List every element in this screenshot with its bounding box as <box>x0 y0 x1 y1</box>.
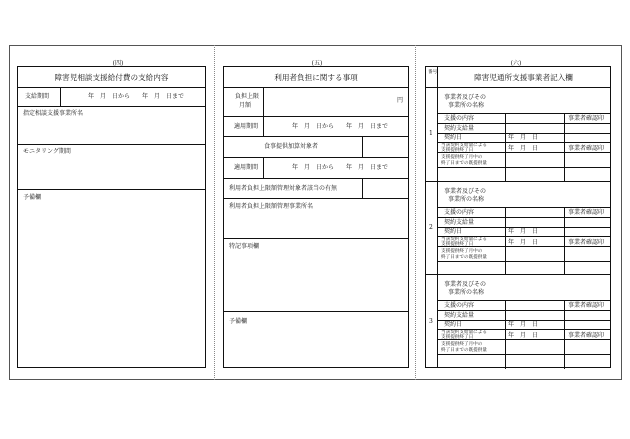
row-line <box>437 261 610 262</box>
date-value: 年 月 日 <box>508 239 539 246</box>
contract-date-label: 契約日 <box>444 321 463 328</box>
confirm-label: 事業者確認印 <box>568 209 605 216</box>
fold-line <box>415 45 416 380</box>
end-label-2: 支援提供終了日 <box>441 148 474 153</box>
special-label: 特記事項欄 <box>229 243 260 250</box>
content-label: 支援の内容 <box>444 209 475 216</box>
cap-unit: 円 <box>397 97 404 104</box>
section-number: (四) <box>112 60 124 67</box>
col-line <box>505 300 506 369</box>
meal-label: 食事提供加算対象者 <box>264 143 319 150</box>
section-title: 利用者負担に関する事項 <box>274 73 358 82</box>
period-value-2: 年 月 日から 年 月 日まで <box>292 164 389 171</box>
period-value: 年 月 日から 年 月 日まで <box>292 123 389 130</box>
contract-date-label: 契約日 <box>444 228 463 235</box>
row-line <box>437 354 610 355</box>
row-line <box>564 227 610 228</box>
reserve-label: 予備欄 <box>23 194 42 201</box>
row-line <box>437 167 610 168</box>
name-label-2: 事業所の名称 <box>448 196 485 203</box>
last-month-label-2: 終了日までの既提供量 <box>441 348 487 353</box>
content-label: 支援の内容 <box>444 302 475 309</box>
block-number: 2 <box>429 223 433 231</box>
name-label-2: 事業所の名称 <box>448 102 485 109</box>
date-value: 年 月 日 <box>508 134 539 141</box>
index-label: 番号 <box>428 70 438 75</box>
confirm-label: 事業者確認印 <box>568 302 605 309</box>
section-title: 障害児相談支援給付費の支給内容 <box>54 73 169 82</box>
office-label: 指定相談支援事業所名 <box>23 110 84 117</box>
section-number: (六) <box>510 60 522 67</box>
fold-line <box>214 45 215 380</box>
period-label: 支給期間 <box>25 93 50 100</box>
name-label: 事業者及びその <box>444 281 487 288</box>
cap-label: 負担上限 <box>235 93 260 100</box>
block-divider <box>426 181 610 182</box>
last-month-label-2: 終了日までの既提供量 <box>441 161 487 166</box>
name-label: 事業者及びその <box>444 94 487 101</box>
row-line <box>437 300 610 301</box>
row-line <box>437 113 610 114</box>
last-month-label: 支援提供終了月中の <box>441 155 483 160</box>
last-month-label: 支援提供終了月中の <box>441 342 483 347</box>
end-label: 当該契約支給量による <box>441 237 487 242</box>
amount-label: 契約支給量 <box>444 219 475 226</box>
block-number: 1 <box>429 130 433 137</box>
section-number: (五) <box>311 60 323 67</box>
confirm-label: 事業者確認印 <box>568 145 605 152</box>
date-value: 年 月 日 <box>508 145 539 152</box>
row-line <box>564 310 610 311</box>
col-line <box>505 113 506 181</box>
period-value: 年 月 日から 年 月 日まで <box>88 93 185 100</box>
last-month-label-2: 終了日までの既提供量 <box>441 255 487 260</box>
mgmt-target-label: 利用者負担上限額管理対象者該当の有無 <box>229 185 338 192</box>
amount-label: 契約支給量 <box>444 312 475 319</box>
cap-label-2: 月額 <box>239 102 252 109</box>
period-label-2: 適用期間 <box>234 164 259 171</box>
reserve-label: 予備欄 <box>229 318 248 325</box>
period-label: 適用期間 <box>234 123 259 130</box>
block-number: 3 <box>429 317 433 325</box>
row-line <box>564 217 610 218</box>
date-value: 年 月 日 <box>508 332 539 339</box>
confirm-label: 事業者確認印 <box>568 115 605 122</box>
row-line <box>437 207 610 208</box>
amount-label: 契約支給量 <box>444 125 475 132</box>
row-line <box>564 123 610 124</box>
confirm-label: 事業者確認印 <box>568 332 605 339</box>
row-line <box>564 320 610 321</box>
date-value: 年 月 日 <box>508 228 539 235</box>
col-line <box>505 207 506 274</box>
monitoring-label: モニタリング期間 <box>23 148 71 155</box>
name-label-2: 事業所の名称 <box>448 289 485 296</box>
contract-date-label: 契約日 <box>444 134 463 141</box>
content-label: 支援の内容 <box>444 115 475 122</box>
burden-table <box>223 66 409 368</box>
end-label: 当該契約支給量による <box>441 143 487 148</box>
confirm-label: 事業者確認印 <box>568 239 605 246</box>
last-month-label: 支援提供終了月中の <box>441 249 483 254</box>
row-line <box>564 133 610 134</box>
name-label: 事業者及びその <box>444 188 487 195</box>
end-label: 当該契約支給量による <box>441 330 487 335</box>
date-value: 年 月 日 <box>508 321 539 328</box>
block-divider <box>426 274 610 275</box>
end-label-2: 支援提供終了日 <box>441 335 474 340</box>
provider-table <box>425 66 611 368</box>
end-label-2: 支援提供終了日 <box>441 242 474 247</box>
mgmt-office-label: 利用者負担上限額管理事業所名 <box>229 203 314 210</box>
benefit-table <box>17 66 206 368</box>
section-title: 障害児通所支援事業者記入欄 <box>474 73 573 82</box>
